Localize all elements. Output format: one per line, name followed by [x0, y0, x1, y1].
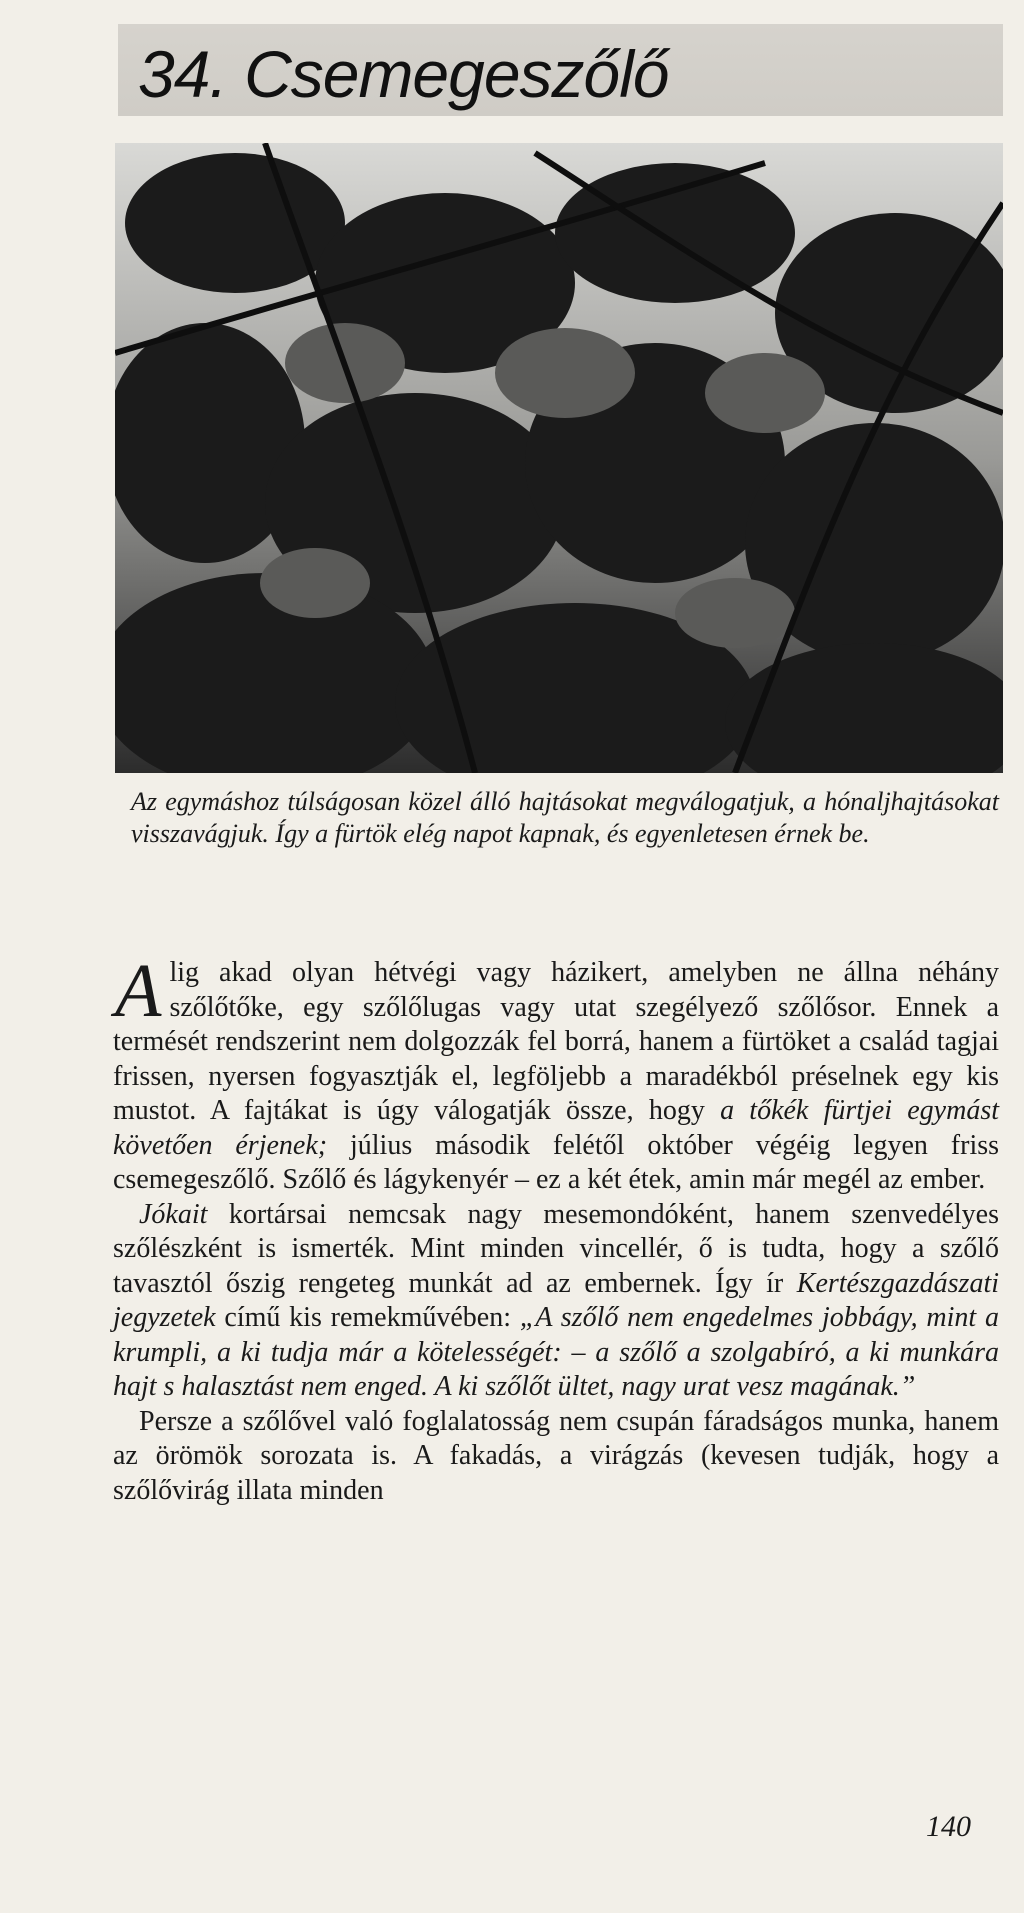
photo-caption: Az egymáshoz túlságosan közel álló hajtásokat megválogatjuk, a hónaljhajtásokat visszavágjuk. Így a fürtök elég napot kapnak, és egyenletesen érnek be.: [131, 787, 999, 848]
grapevine-leaves-image: [115, 143, 1003, 773]
paragraph-3: Persze a szőlővel való foglalatosság nem csupán fáradságos munka, hanem az örömök sorozata is. A fakadás, a virágzás (kevesen tudják, hogy a szőlővirág illata minden: [113, 1405, 999, 1506]
paragraph-1-text-b: július második felétől október végéig legyen friss csemegeszőlő. Szőlő és lágykenyér – ez a két étek, amin már megél az ember.: [113, 1129, 1000, 1195]
paragraph-2-text-a: kortársai nemcsak nagy mesemondóként, hanem szenvedélyes szőlészként is ismerték. Mint minden vincellér, ő is tudta, hogy a szőlő tavasztól őszig rengeteg munkát ad az embernek. Így ír: [113, 1198, 1000, 1299]
drop-cap: A: [115, 949, 162, 1033]
paragraph-1: [113, 949, 1000, 1198]
article-body: [113, 949, 1000, 1508]
grapevine-photo: [115, 143, 1003, 773]
page-number: 140: [926, 1810, 971, 1843]
paragraph-1-emphasis: a tőkék fürtjei egymást követően érjenek;: [113, 1095, 999, 1161]
author-name: Jókait: [139, 1198, 208, 1230]
quotation: „A szőlő nem engedelmes jobbágy, mint a krumpli, a ki tudja már a kötelességét: – a szőlő a szolgabíró, a ki munkára hajt s halasztást nem enged. A ki szőlőt ültet, nagy urat vesz magának.”: [113, 1302, 999, 1402]
chapter-title: 34. Csemegeszőlő: [138, 37, 669, 111]
paragraph-1-text-a: lig akad olyan hétvégi vagy házikert, amelyben ne állna néhány szőlőtőke, egy szőlőlugas vagy utat szegélyező szőlősor. Ennek a termését rendszerint nem dolgozzák fel borrá, hanem a fürtöket a család tagjai frissen, nyersen fogyasztják el, legföljebb a maradékból préselnek egy kis mustot. A fajtákat is úgy válogatják össze, hogy: [113, 957, 999, 1126]
paragraph-2: [113, 1198, 999, 1405]
book-title: Kertészgazdászati jegyzetek: [113, 1267, 1000, 1333]
paragraph-2-text-b: című kis remekművében:: [224, 1302, 512, 1333]
